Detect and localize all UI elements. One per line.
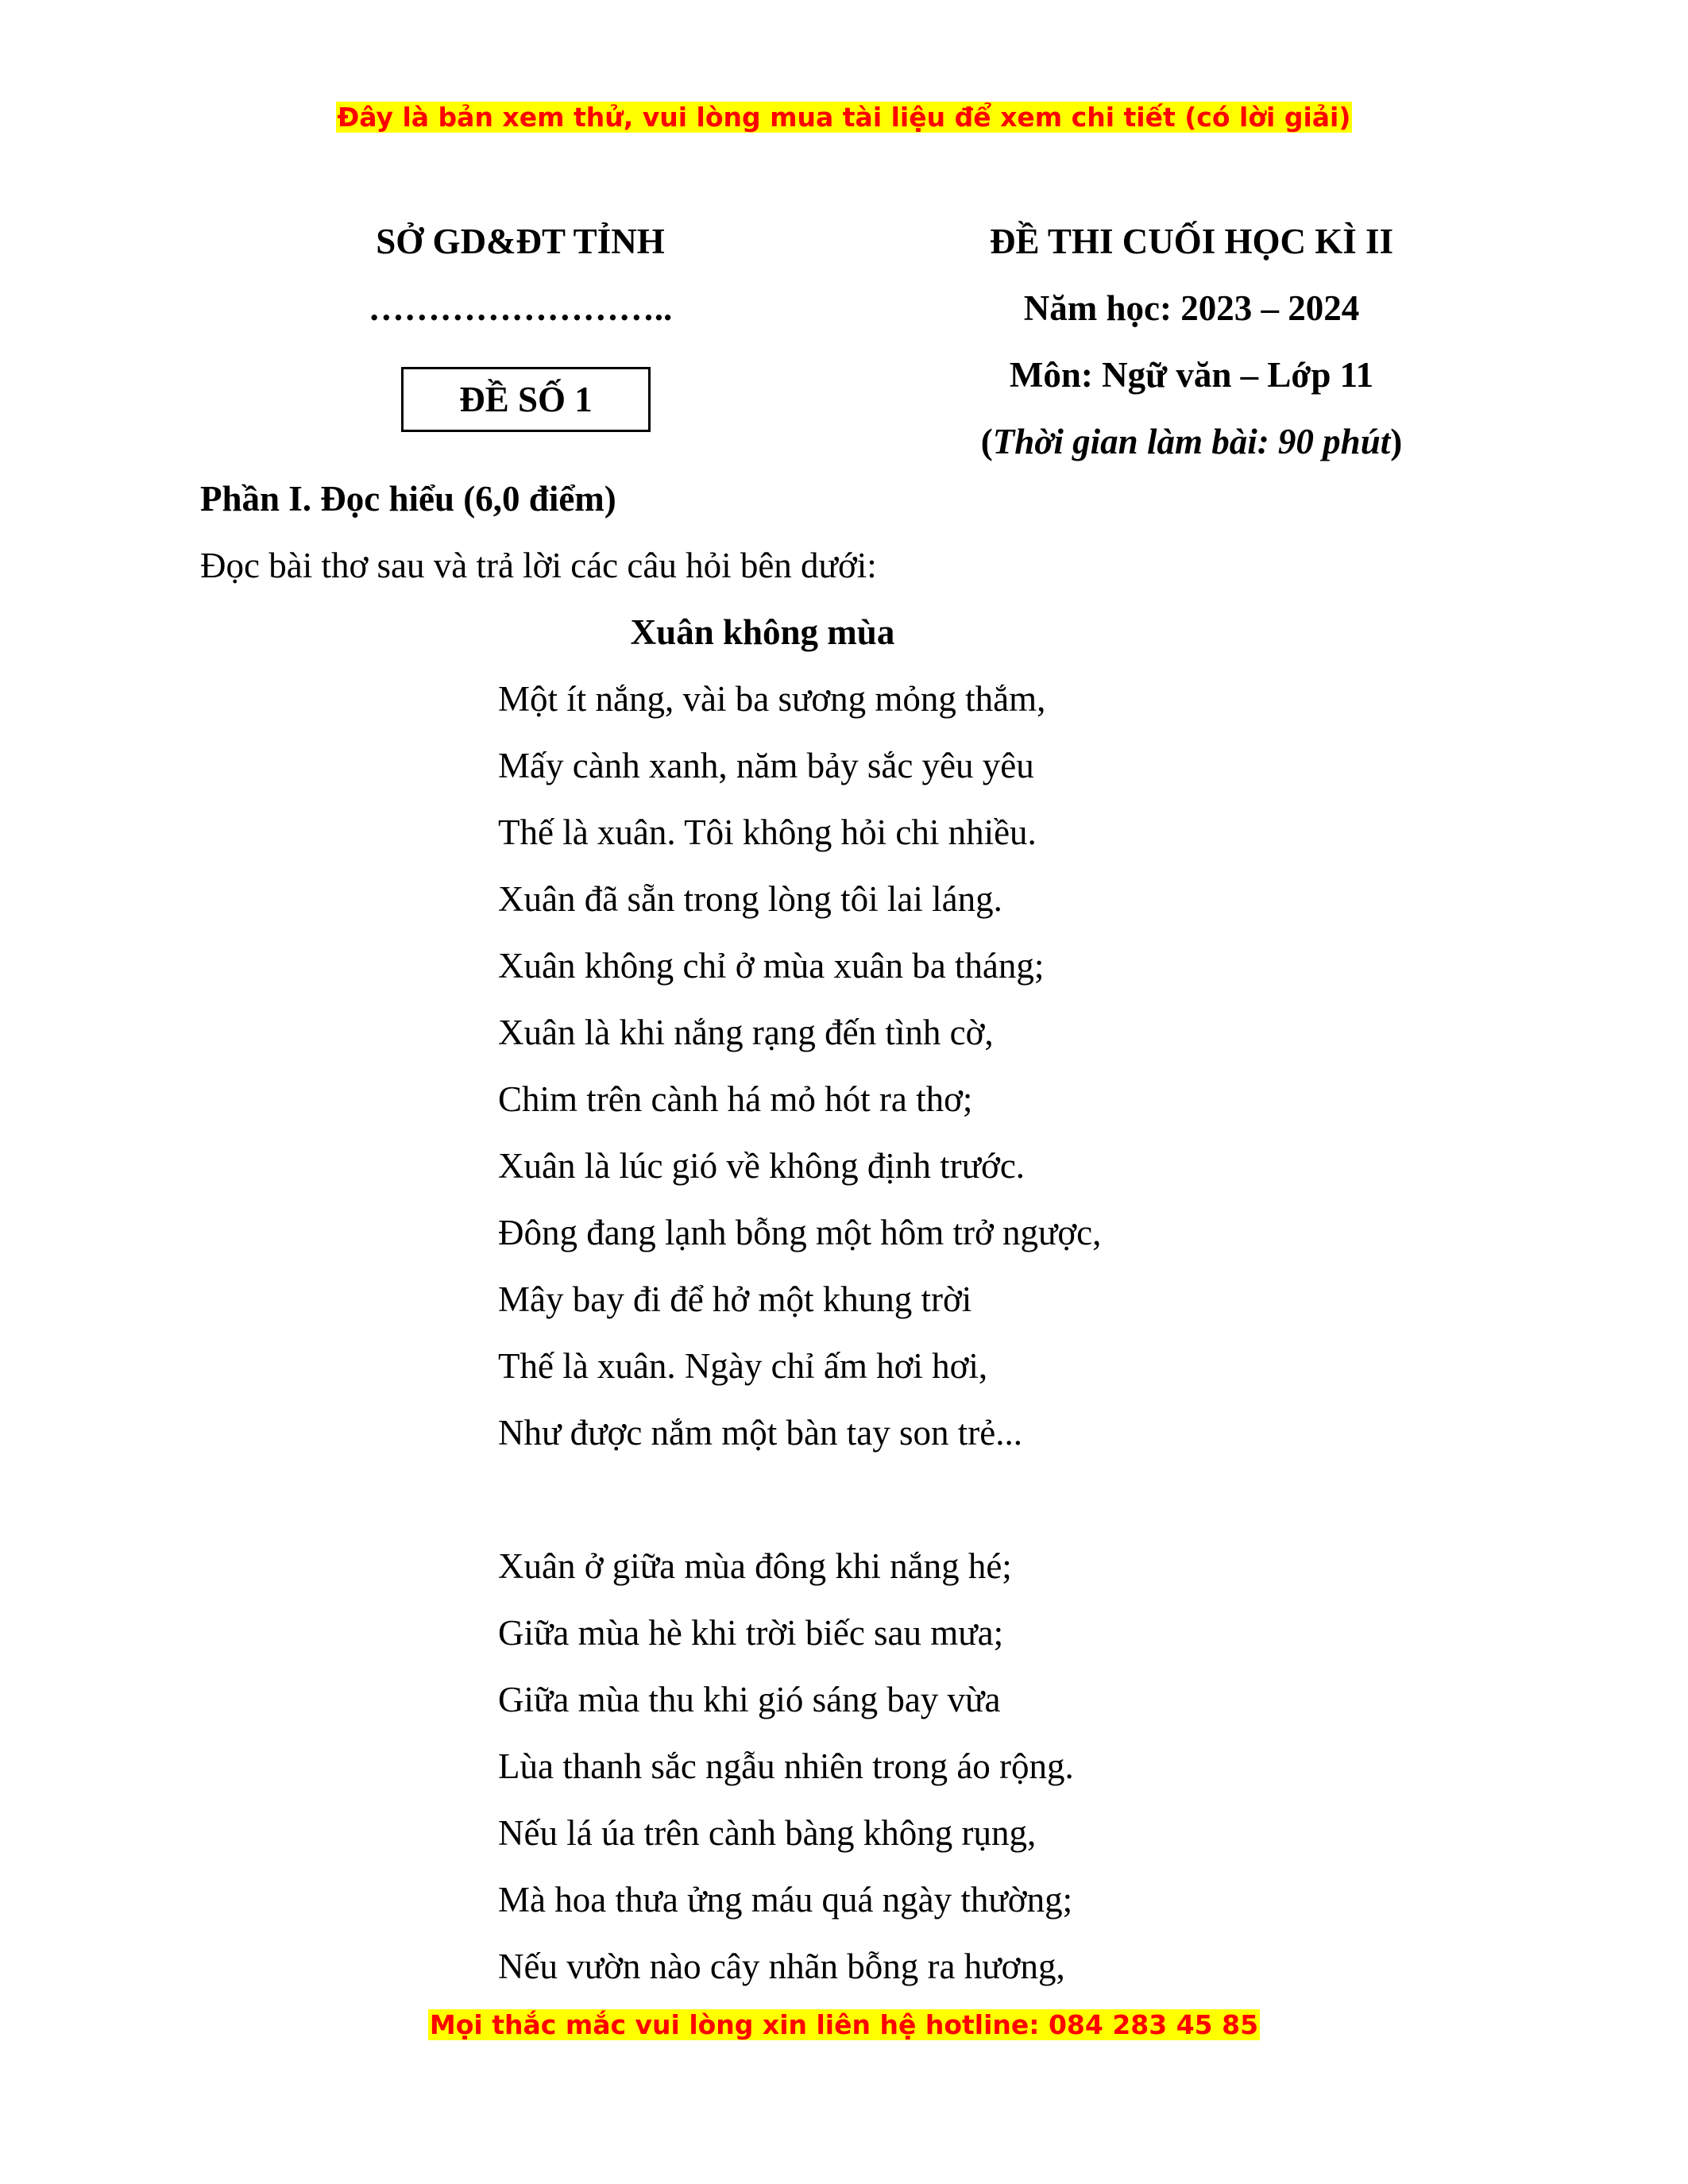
time-open-paren: (	[980, 422, 993, 461]
hotline-text: Mọi thắc mắc vui lòng xin liên hệ hotline: 084 283 45 85	[429, 2009, 1259, 2040]
preview-notice-text: Đây là bản xem thử, vui lòng mua tài liệu để xem chi tiết (có lời giải)	[337, 102, 1351, 133]
stanza-1	[498, 666, 1101, 1466]
section-title: Phần I. Đọc hiểu (6,0 điểm)	[200, 479, 616, 519]
poem-line: Xuân ở giữa mùa đông khi nắng hé;	[498, 1546, 1012, 1586]
header-right	[937, 208, 1446, 475]
poem-line: Đông đang lạnh bỗng một hôm trở ngược,	[498, 1213, 1102, 1252]
exam-code-box	[401, 367, 651, 432]
time-limit	[937, 408, 1446, 475]
poem-line: Nếu vườn nào cây nhãn bỗng ra hương,	[498, 1947, 1065, 1986]
poem-line: Chim trên cành há mỏ hót ra thơ;	[498, 1079, 973, 1119]
exam-title: ĐỀ THI CUỐI HỌC KÌ II	[989, 222, 1394, 261]
exam-code: ĐỀ SỐ 1	[459, 380, 593, 419]
section-instruction: Đọc bài thơ sau và trả lời các câu hỏi bên dưới:	[200, 546, 877, 585]
subject: Môn: Ngữ văn – Lớp 11	[1009, 355, 1374, 395]
poem-line: Như được nắm một bàn tay son trẻ...	[498, 1413, 1022, 1453]
hotline-banner	[0, 2008, 1688, 2043]
poem-line: Xuân đã sẵn trong lòng tôi lai láng.	[498, 879, 1002, 919]
department-dots: ……………………..	[368, 288, 673, 328]
poem-line: Mây bay đi để hở một khung trời	[498, 1279, 972, 1319]
poem-line: Xuân không chỉ ở mùa xuân ba tháng;	[498, 946, 1045, 986]
poem-line: Xuân là khi nắng rạng đến tình cờ,	[498, 1013, 994, 1052]
poem-line: Giữa mùa hè khi trời biếc sau mưa;	[498, 1613, 1004, 1653]
school-year: Năm học: 2023 – 2024	[1023, 288, 1360, 328]
poem-line: Mà hoa thưa ửng máu quá ngày thường;	[498, 1880, 1073, 1920]
stanza-break	[498, 1466, 1101, 1533]
time-limit-text: Thời gian làm bài: 90 phút	[992, 422, 1391, 461]
poem-line: Xuân là lúc gió về không định trước.	[498, 1146, 1026, 1186]
poem-line: Lùa thanh sắc ngẫu nhiên trong áo rộng.	[498, 1746, 1074, 1786]
poem-line: Nếu lá úa trên cành bàng không rụng,	[498, 1813, 1037, 1853]
poem-body	[498, 666, 1101, 2000]
poem-line: Một ít nắng, vài ba sương mỏng thắm,	[498, 679, 1046, 719]
preview-notice-banner	[0, 100, 1688, 135]
department-name: SỞ GD&ĐT TỈNH	[376, 222, 665, 261]
header-left	[286, 208, 755, 341]
poem-line: Mấy cành xanh, năm bảy sắc yêu yêu	[498, 746, 1034, 785]
poem-line: Giữa mùa thu khi gió sáng bay vừa	[498, 1680, 1001, 1719]
stanza-2	[498, 1533, 1101, 2000]
poem-title: Xuân không mùa	[630, 612, 895, 652]
poem-line: Thế là xuân. Ngày chỉ ấm hơi hơi,	[498, 1346, 988, 1386]
poem-line: Thế là xuân. Tôi không hỏi chi nhiều.	[498, 812, 1037, 852]
time-close-paren: )	[1390, 422, 1403, 461]
